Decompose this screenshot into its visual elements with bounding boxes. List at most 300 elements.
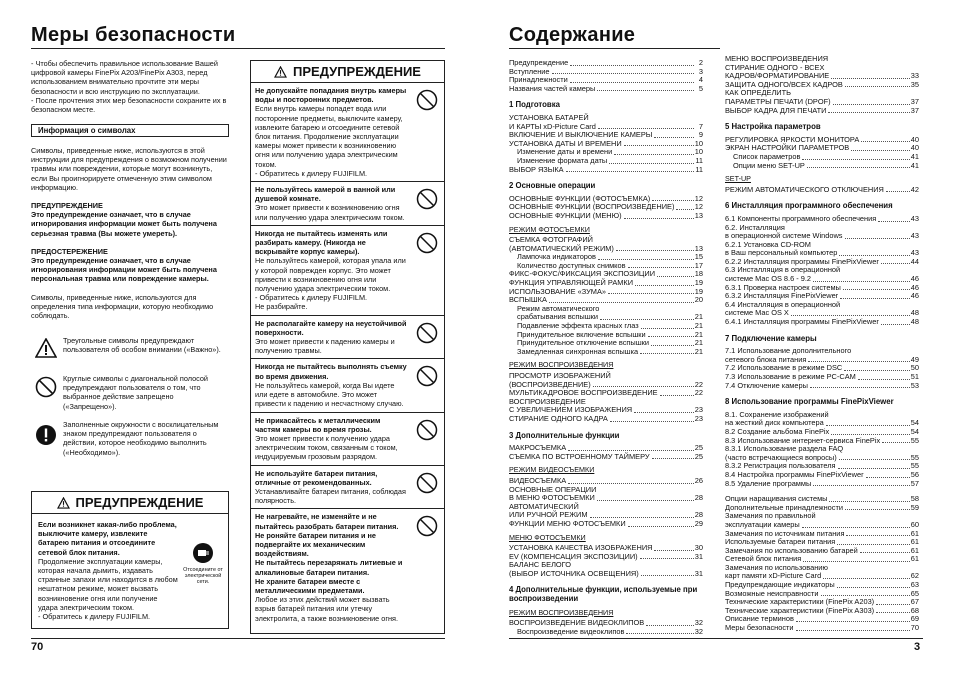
toc-page-number: 11: [695, 155, 703, 165]
toc-page-number: 2: [698, 58, 703, 67]
warning-item-text: Это может привести к падению камеры и получению травмы.: [255, 337, 395, 356]
sym-filled-text: Заполненные окружности с восклицательным знаком предупреждают пользователя о действии, которое необходимо выполнить («Необходимо»).: [63, 420, 219, 457]
page-number: 3: [914, 641, 921, 653]
toc-page-number: 15: [694, 252, 703, 262]
toc-entry-label: срабатывания вспышки: [517, 312, 598, 322]
intro: [31, 59, 229, 114]
toc-entry: [725, 480, 919, 489]
sym-triangle-text: Треугольные символы предупреждают пользователя об особом внимании («Важно»).: [63, 336, 221, 355]
toc-entry-line: ВОСПРОИЗВЕДЕНИЕ: [509, 396, 586, 406]
toc-leader: [858, 373, 910, 380]
toc-leader: [886, 186, 910, 193]
warning-column-header: [251, 61, 444, 83]
toc-entry-label: В МЕНЮ ФОТОСЪЕМКИ: [509, 493, 595, 503]
toc-page-number: 60: [910, 519, 919, 529]
toc-entry-label: Лампочка индикаторов: [517, 252, 596, 262]
toc-page-number: 23: [694, 405, 703, 415]
toc-entry: [725, 318, 919, 327]
toc-leader: [845, 232, 910, 239]
toc-entry-label: Технические характеристики (FinePix A303): [725, 605, 875, 615]
warning-item-title: Не прикасайтесь к металлическим частям камеры во время грозы.: [255, 415, 381, 434]
toc-entry-line: 6.4 Инсталляция в операционной: [725, 299, 841, 309]
toc-page-number: 54: [910, 418, 919, 428]
toc-section-heading: 6 Инсталляция программного обеспечения: [725, 201, 893, 211]
toc-leader: [803, 555, 910, 562]
toc-page-number: 4: [698, 75, 703, 85]
toc-section-heading: 8 Использование программы FinePixViewer: [725, 397, 894, 407]
toc-entry-label: Принудительное отключение вспышки: [517, 338, 650, 348]
toc-page-number: 30: [694, 543, 703, 553]
toc-page-number: 25: [694, 451, 703, 461]
toc-entry-label: 7.4 Отключение камеры: [725, 380, 808, 390]
warning-text: Это предупреждение означает, что в случае игнорирования информации может быть получена серьезная травма (Вы можете умереть).: [31, 210, 217, 238]
footer-rule: [509, 638, 923, 639]
toc-leader: [652, 453, 694, 460]
prohibited-icon: [416, 472, 438, 494]
toc-leader: [590, 511, 694, 518]
toc-entry-label: ИЛИ РУЧНОЙ РЕЖИМ: [509, 510, 588, 520]
toc-page-number: 54: [910, 426, 919, 436]
intro-paragraph: - После прочтения этих мер безопасности сохраните их в безопасном месте.: [31, 95, 227, 115]
warning-box-title: ПРЕДУПРЕЖДЕНИЕ: [75, 495, 204, 510]
toc-page-number: 33: [910, 71, 919, 81]
toc-leader: [831, 72, 910, 79]
mandatory-icon: [35, 424, 57, 446]
toc-entry-label: Замедленная синхронная вспышка: [517, 346, 639, 356]
toc-entry-label: 8.3.2 Регистрация пользователя: [725, 461, 836, 471]
toc-section-heading: 7 Подключение камеры: [725, 333, 817, 343]
toc-page-number: 9: [698, 130, 703, 140]
toc-entry-label: 8.2 Создание альбома FinePix: [725, 426, 830, 436]
toc-leader: [600, 313, 694, 320]
toc-entry-label: (АВТОМАТИЧЕСКИЙ РЕЖИМ): [509, 243, 614, 253]
toc-leader: [640, 348, 694, 355]
toc-entry-label: 7.3 Использование в режиме PC-CAM: [725, 372, 856, 381]
toc-entry-label: ЭКРАН НАСТРОЙКИ ПАРАМЕТРОВ: [725, 143, 850, 153]
toc-leader: [610, 415, 694, 422]
toc-entry-label: РЕЖИМ АВТОМАТИЧЕСКОГО ОТКЛЮЧЕНИЯ: [725, 184, 884, 194]
toc-page-number: 50: [910, 363, 919, 373]
toc-leader: [821, 590, 910, 597]
toc-leader: [860, 547, 910, 554]
toc-entry-label: Опции наращивания системы: [725, 494, 828, 504]
toc-page-number: 31: [694, 551, 703, 561]
toc-leader: [654, 131, 694, 138]
toc-page-number: 42: [910, 184, 919, 194]
toc-entry-label: ОСНОВНЫЕ ФУНКЦИИ (МЕНЮ): [509, 210, 622, 220]
toc-leader: [597, 85, 694, 92]
toc-page-number: 63: [910, 580, 919, 590]
toc-page-number: 43: [910, 231, 919, 241]
toc-leader: [640, 553, 694, 560]
toc-page-number: 48: [910, 308, 919, 318]
toc-leader: [807, 162, 910, 169]
toc-entry-label: сетевого блока питания: [725, 354, 807, 364]
toc-entry-label: (ВОСПРОИЗВЕДЕНИЕ): [509, 379, 591, 389]
toc-entry-label: 8.3 Использование интернет-сервиса FinePix: [725, 435, 881, 445]
toc-entry: [725, 624, 919, 633]
toc-entry-label: на жесткий диск компьютера: [725, 418, 824, 428]
symbols-section: [31, 146, 229, 320]
warning-item-extra: - Обратитесь к дилеру FUJIFILM. Не разбирайте.: [255, 293, 368, 312]
unplug-icon: [192, 542, 214, 564]
toc-leader: [641, 322, 694, 329]
toc-page-number: 21: [694, 338, 703, 348]
warning-column: [250, 60, 445, 634]
toc-entry-label: Возможные неисправности: [725, 588, 819, 598]
prohibited-icon: [416, 89, 438, 111]
toc-entry-label: СТИРАНИЕ ОДНОГО КАДРА: [509, 413, 608, 423]
toc-entry-label: карт памяти xD-Picture Card: [725, 571, 822, 581]
toc-leader: [845, 504, 910, 511]
toc-entry-label: системе Mac OS 8.6 - 9.2: [725, 274, 812, 284]
toc-entry-line: 6.2.1 Установка CD-ROM: [725, 239, 811, 249]
toc-leader: [568, 477, 694, 484]
toc-page-number: 28: [694, 510, 703, 520]
right-page: [490, 0, 954, 675]
toc-section-heading: 3 Дополнительные функции: [509, 430, 620, 440]
warning-triangle-icon: [35, 338, 57, 358]
toc-entry-label: ФУНКЦИИ МЕНЮ ФОТОСЪЕМКИ: [509, 518, 626, 528]
toc-entry-line: УСТАНОВКА БАТАРЕЙ: [509, 112, 589, 122]
toc-entry: [725, 382, 919, 391]
toc-entry-label: Принудительное включение вспышки: [517, 329, 646, 339]
toc-leader: [676, 203, 693, 210]
toc-page-number: 49: [910, 354, 919, 364]
toc-entry-label: Замечания по источникам питания: [725, 528, 845, 538]
toc-entry-label: в Ваш персональный компьютер: [725, 248, 838, 258]
toc-entry-label: МАКРОСЪЕМКА: [509, 443, 567, 453]
toc-mode-heading: РЕЖИМ ВОСПРОИЗВЕДЕНИЯ: [509, 360, 614, 370]
warning-item-text: Не пользуйтесь камерой, которая упала или у которой поврежден корпус. Это может привести к возникновению огня или получению удара электрическим током.: [255, 256, 406, 294]
toc-page-number: 21: [694, 321, 703, 331]
toc-page-number: 22: [694, 388, 703, 398]
toc-page-number: 26: [694, 475, 703, 485]
prohibited-icon: [416, 188, 438, 210]
toc-entry-line: СЪЕМКА ФОТОГРАФИЙ: [509, 235, 593, 245]
toc-entry: [509, 85, 703, 94]
toc-leader: [608, 288, 694, 295]
toc-entry-label: Вступление: [509, 66, 550, 76]
warning-item-text: Это может привести к возникновению огня или получению удара электрическим током.: [255, 203, 405, 222]
toc-entry-label: Список параметров: [733, 151, 801, 161]
toc-leader: [802, 153, 909, 160]
prohibited-icon: [416, 515, 438, 537]
toc-leader: [831, 428, 910, 435]
toc-page-number: 61: [910, 537, 919, 547]
toc-page-number: 37: [910, 105, 919, 115]
warning-item: [251, 226, 444, 316]
toc-page-number: 61: [910, 528, 919, 538]
toc-section-heading: 1 Подготовка: [509, 100, 560, 110]
toc-page-number: 43: [910, 213, 919, 223]
toc-mode-heading: SET-UP: [725, 174, 751, 184]
toc-entry-line: 6.2. Инсталляция: [725, 222, 785, 232]
toc-entry: [509, 453, 703, 462]
toc-entry-label: ПАРАМЕТРЫ ПЕЧАТИ (DPOF): [725, 96, 831, 106]
toc-entry: [509, 520, 703, 529]
toc-page-number: 29: [694, 518, 703, 528]
toc-page-number: 3: [698, 66, 703, 76]
toc-leader: [549, 296, 694, 303]
toc-page-number: 10: [694, 138, 703, 148]
toc-entry-label: КАДРОВ/ФОРМАТИРОВАНИЕ: [725, 71, 830, 81]
toc-leader: [635, 279, 694, 286]
toc-entry-label: Сетевой блок питания: [725, 554, 802, 564]
toc-entry-label: С УВЕЛИЧЕНИЕМ ИЗОБРАЖЕНИЯ: [509, 405, 633, 415]
toc-entry: [509, 348, 703, 357]
warning-box-text: Продолжение эксплуатации камеры, которая начала дымить, издавать странные запахи или находится в любом нештатном режиме, может вызвать возникновение огня или получение удара электрическим током.: [38, 556, 178, 612]
warning-box: [31, 491, 229, 629]
toc-entry-label: СЪЕМКА ПО ВСТРОЕННОМУ ТАЙМЕРУ: [509, 451, 650, 461]
toc-entry-label: Меры безопасности: [725, 623, 794, 633]
unplug-label: Отсоедините от электрической сети.: [183, 567, 223, 586]
warning-item-title: Не используйте батареи питания, отличные от рекомендованных.: [255, 468, 378, 487]
toc-entry-label: МУЛЬТИКАДРОВОЕ ВОСПРОИЗВЕДЕНИЕ: [509, 388, 658, 398]
caution-label: ПРЕДОСТЕРЕЖЕНИЕ: [31, 246, 108, 256]
warning-item: [251, 316, 444, 360]
toc-entry-line: Замечания по использованию: [725, 562, 828, 572]
toc-section-heading: 4 Дополнительные функции, используемые при воспроизведении: [509, 585, 698, 604]
warning-item: [251, 509, 444, 625]
toc-page-number: 12: [694, 193, 703, 203]
toc-entry-label: Изменение даты и времени: [517, 147, 613, 157]
warning-item-title: Никогда не пытайтесь выполнять съемку во время движения.: [255, 362, 407, 381]
toc-entry-label: Количество доступных снимков: [517, 260, 626, 270]
title-rule: [31, 48, 445, 49]
toc-entry-label: Воспроизведение видеоклипов: [517, 626, 625, 636]
title-rule: [509, 48, 720, 49]
warning-item-text: Это может привести к получению удара электрическим током, связанным с током, индуцируемым грозовым разрядом.: [255, 433, 398, 462]
toc-page-number: 21: [694, 346, 703, 356]
toc-entry-line: Замечания по правильной: [725, 511, 816, 521]
toc-entry-line: 8.1. Сохранение изображений: [725, 409, 829, 419]
warning-triangle-icon: [57, 497, 70, 509]
toc-page-number: 12: [694, 202, 703, 212]
toc-leader: [570, 76, 694, 83]
warning-list: [251, 83, 444, 626]
warning-item-title: Не допускайте попадания внутрь камеры воды и посторонних предметов.: [255, 86, 407, 105]
toc-mode-heading: РЕЖИМ ВИДЕОСЪЕМКИ: [509, 465, 595, 475]
toc-page-number: 69: [910, 614, 919, 624]
toc-leader: [570, 59, 694, 66]
warning-item: [251, 83, 444, 182]
toc-leader: [652, 195, 694, 202]
toc-page-number: 55: [910, 452, 919, 462]
toc-entry-line: 8.3.1 Использование раздела FAQ: [725, 444, 844, 454]
toc-page-number: 13: [694, 210, 703, 220]
toc-leader: [837, 538, 909, 545]
toc-leader: [882, 437, 910, 444]
toc-entry-label: 6.1 Компоненты программного обеспечения: [725, 213, 877, 223]
warning-box-body: [38, 520, 178, 621]
toc-entry-label: УСТАНОВКА КАЧЕСТВА ИЗОБРАЖЕНИЯ: [509, 543, 653, 553]
warning-item: [251, 359, 444, 412]
toc-entry-label: (ВЫБОР ИСТОЧНИКА ОСВЕЩЕНИЯ): [509, 568, 639, 578]
toc-page-number: 57: [910, 478, 919, 488]
sym-circle-text: Круглые символы с диагональной полосой предупреждают пользователя о том, что выбранное действие запрещено («Запрещено»).: [63, 374, 209, 411]
toc-entry-label: ВЫБОР КАДРА ДЛЯ ПЕЧАТИ: [725, 105, 827, 115]
toc-entry-label: Замечания по использованию батарей: [725, 545, 858, 555]
toc-leader: [845, 81, 910, 88]
toc-entry-label: ФИКС-ФОКУС/ФИКСАЦИЯ ЭКСПОЗИЦИИ: [509, 269, 656, 279]
toc-leader: [876, 607, 910, 614]
toc-leader: [881, 318, 910, 325]
toc-entry-line: ОСНОВНЫЕ ОПЕРАЦИИ: [509, 484, 597, 494]
toc-page-number: 44: [910, 256, 919, 266]
toc-leader: [823, 572, 910, 579]
toc-page-number: 23: [694, 413, 703, 423]
toc-entry-line: СТИРАНИЕ ОДНОГО - ВСЕХ: [725, 62, 825, 72]
toc-leader: [648, 331, 694, 338]
warning-column-title: ПРЕДУПРЕЖДЕНИЕ: [293, 64, 421, 79]
toc-entry-label: Принадлежности: [509, 75, 568, 85]
toc-entry-line: МЕНЮ ВОСПРОИЗВЕДЕНИЯ: [725, 54, 829, 63]
page-title: Меры безопасности: [31, 24, 236, 46]
toc-page-number: 25: [694, 443, 703, 453]
toc-column-2: [725, 55, 919, 633]
toc-entry: [725, 186, 919, 195]
toc-page-number: 65: [910, 588, 919, 598]
toc-entry-label: ВЫБОР ЯЗЫКА: [509, 164, 564, 174]
toc-page-number: 40: [910, 134, 919, 144]
warning-item-text: Не пользуйтесь камерой, когда Вы идете или едете в автомобиле. Это может привести к падению и несчастному случаю.: [255, 380, 404, 409]
toc-leader: [839, 454, 910, 461]
caution-text: Это предупреждение означает, что в случае игнорирования информации может быть получена персональная травма или повреждение камеры.: [31, 256, 217, 284]
toc-leader: [593, 381, 694, 388]
toc-leader: [808, 356, 909, 363]
warning-box-bold: Если возникнет какая-либо проблема, выключите камеру, извлеките батарею питания и отсоедините сетевой блок питания.: [38, 520, 177, 557]
prohibited-icon: [416, 232, 438, 254]
toc-leader: [614, 148, 694, 155]
toc-leader: [813, 480, 909, 487]
toc-leader: [657, 270, 694, 277]
toc-page-number: 41: [910, 151, 919, 161]
toc-page-number: 53: [910, 380, 919, 390]
toc-entry-line: Режим автоматического: [517, 303, 600, 313]
toc-entry: [509, 166, 703, 175]
toc-page-number: 21: [694, 312, 703, 322]
toc-entry-line: ПРОСМОТР ИЗОБРАЖЕНИЙ: [509, 371, 611, 380]
toc-entry-label: Предупреждение: [509, 58, 569, 67]
warning-item-title: Не располагайте камеру на неустойчивой поверхности.: [255, 318, 407, 337]
toc-entry-label: ИСПОЛЬЗОВАНИЕ «ЗУМА»: [509, 286, 607, 296]
toc-page-number: 59: [910, 502, 919, 512]
toc-entry-label: EV (КОМПЕНСАЦИЯ ЭКСПОЗИЦИИ): [509, 551, 638, 561]
toc-leader: [881, 258, 910, 265]
toc-entry-label: 6.3.1 Проверка настроек системы: [725, 282, 841, 292]
left-page: [0, 0, 460, 675]
toc-page-number: 46: [910, 291, 919, 301]
prohibited-icon: [35, 376, 57, 398]
toc-page-number: 19: [694, 278, 703, 288]
toc-leader: [651, 339, 694, 346]
toc-mode-heading: РЕЖИМ ФОТОСЪЕМКИ: [509, 224, 590, 234]
intro-paragraph: - Чтобы обеспечить правильное использование Вашей цифровой камеры FinePix A203/FinePix A303, перед использованием внимательно прочтите эти меры безопасности и всю инструкцию по эксплуатации.: [31, 59, 218, 96]
toc-leader: [616, 245, 694, 252]
toc-page-number: 41: [910, 160, 919, 170]
prohibited-icon: [416, 419, 438, 441]
toc-page-number: 5: [698, 83, 703, 93]
toc-entry: [509, 628, 703, 637]
toc-leader: [878, 215, 910, 222]
toc-page-number: 20: [694, 295, 703, 305]
toc-entry-label: Опции меню SET-UP: [733, 160, 805, 170]
toc-page-number: 28: [694, 493, 703, 503]
toc-entry-label: (часто встречающиеся вопросы): [725, 452, 837, 462]
warning-item: [251, 413, 444, 466]
toc-leader: [828, 107, 909, 114]
warning-item-title: Не нагревайте, не изменяйте и не пытайтесь разобрать батареи питания. Не роняйте батареи питания и не подвергайте их механическим воздействиям. Не пытайтесь перезаряжать литиевые и алкалиновые батареи питания. Не храните батареи вместе с металлическими предметами.: [255, 512, 403, 595]
toc-leader: [840, 292, 910, 299]
toc-entry-label: Изменение формата даты: [517, 155, 608, 165]
toc-entry-label: ВОСПРОИЗВЕДЕНИЕ ВИДЕОКЛИПОВ: [509, 618, 645, 628]
warning-box-header: [32, 492, 228, 514]
toc-entry: [509, 570, 703, 579]
toc-entry-label: Описание терминов: [725, 614, 794, 624]
toc-page-number: 37: [910, 96, 919, 106]
toc-leader: [566, 166, 694, 173]
toc-leader: [866, 471, 910, 478]
toc-page-number: 43: [910, 248, 919, 258]
warning-item-text: Любое из этих действий может вызвать взрыв батарей питания или утечку электролита, а также возникновение огня.: [255, 595, 398, 623]
toc-leader: [844, 364, 910, 371]
toc-entry-label: в операционной системе Windows: [725, 231, 843, 241]
warning-item-text: Устанавливайте батареи питания, соблюдая полярность.: [255, 486, 406, 506]
toc-mode-heading: МЕНЮ ФОТОСЪЕМКИ: [509, 532, 586, 542]
toc-entry-label: ЗАЩИТА ОДНОГО/ВСЕХ КАДРОВ: [725, 79, 843, 89]
toc-entry-label: 7.2 Использование в режиме DSC: [725, 363, 843, 373]
toc-entry-label: ВИДЕОСЪЕМКА: [509, 475, 567, 485]
toc-page-number: 11: [695, 164, 703, 174]
toc-leader: [802, 521, 910, 528]
toc-entry-label: ВКЛЮЧЕНИЕ И ВЫКЛЮЧЕНИЕ КАМЕРЫ: [509, 130, 653, 140]
toc-page-number: 21: [694, 329, 703, 339]
toc-page-number: 46: [910, 282, 919, 292]
toc-entry-label: ОСНОВНЫЕ ФУНКЦИИ (ФОТОСЪЕМКА): [509, 193, 651, 203]
toc-leader: [839, 249, 909, 256]
toc-leader: [654, 544, 693, 551]
toc-leader: [826, 419, 910, 426]
toc-leader: [641, 570, 694, 577]
toc-leader: [628, 520, 694, 527]
toc-entry-line: 7.1 Использование дополнительного: [725, 346, 852, 356]
toc-entry-label: И КАРТЫ xD-Picture Card: [509, 121, 596, 131]
toc-leader: [646, 619, 694, 626]
toc-entry-label: УСТАНОВКА ДАТЫ И ВРЕМЕНИ: [509, 138, 622, 148]
toc-leader: [634, 406, 694, 413]
toc-leader: [552, 68, 694, 75]
toc-title: Содержание: [509, 24, 636, 46]
symbols-text-2: Символы, приведенные ниже, используются для определения типа информации, которую необходимо соблюдать.: [31, 292, 214, 321]
warning-box-contact: - Обратитесь к дилеру FUJIFILM.: [38, 612, 151, 622]
toc-leader: [568, 444, 694, 451]
toc-page-number: 40: [910, 143, 919, 153]
toc-entry-label: Используемые батареи питания: [725, 537, 836, 547]
toc-leader: [598, 123, 694, 130]
footer-rule: [31, 638, 445, 639]
toc-entry-label: ФУНКЦИЯ УПРАВЛЯЮЩЕЙ РАМКИ: [509, 278, 634, 288]
warning-label: ПРЕДУПРЕЖДЕНИЕ: [31, 201, 103, 211]
toc-entry-label: РЕГУЛИРОВКА ЯРКОСТИ МОНИТОРА: [725, 134, 860, 144]
toc-page-number: 68: [910, 605, 919, 615]
page-number: 70: [31, 641, 44, 653]
toc-entry: [725, 107, 919, 116]
toc-page-number: 7: [698, 121, 703, 131]
toc-page-number: 32: [694, 626, 703, 636]
toc-page-number: 55: [910, 435, 919, 445]
toc-entry-label: 6.3.2 Инсталляция FinePixViewer: [725, 291, 839, 301]
